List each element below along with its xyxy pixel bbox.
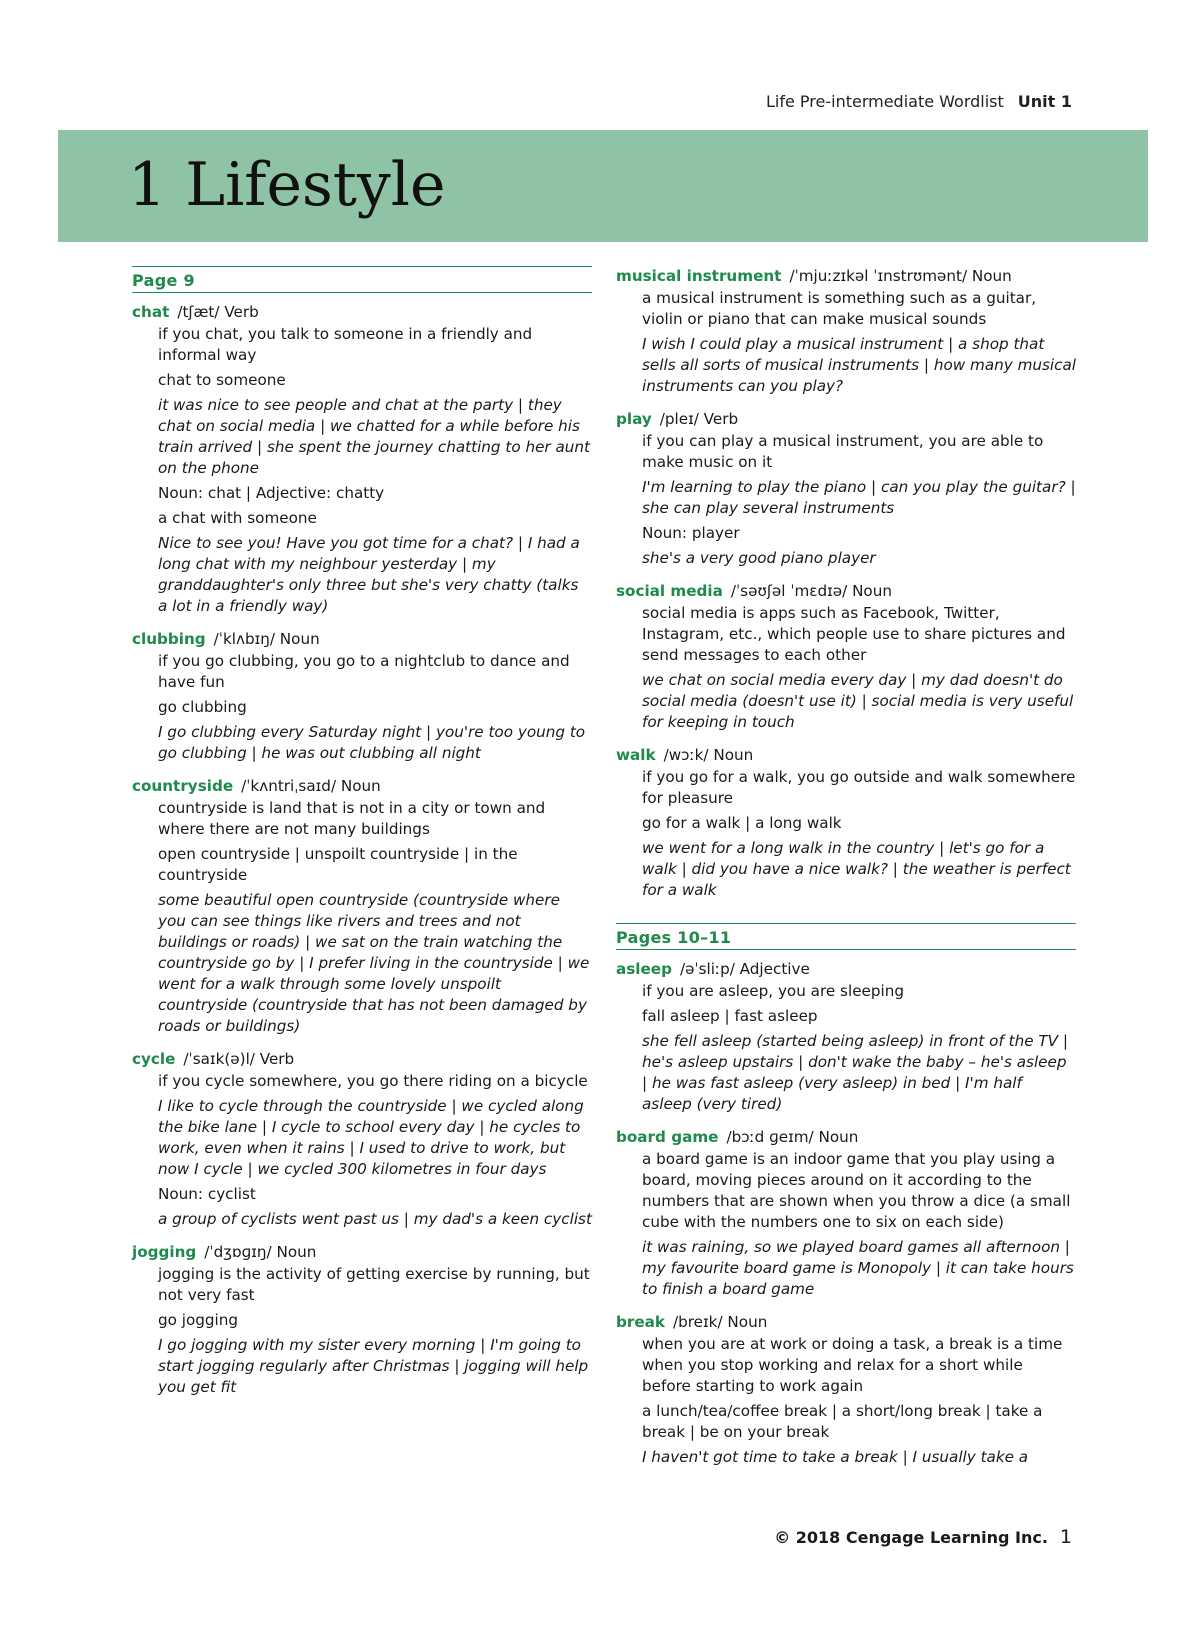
example-text: I like to cycle through the countryside | we cycled along the bike lane | I cycle to school every day | he cycles to work, even when it rains | I used to drive to work, but now I cycle | we cycled 300 kilometres in four days bbox=[158, 1097, 584, 1178]
definition-text: jogging is the activity of getting exercise by running, but not very fast bbox=[158, 1265, 590, 1304]
definition-text: if you chat, you talk to someone in a friendly and informal way bbox=[158, 325, 533, 364]
definition-text: when you are at work or doing a task, a break is a time when you stop working and relax for a short while before starting to work again bbox=[642, 1335, 1063, 1395]
entry-head bbox=[132, 1049, 592, 1070]
page-title: 1 Lifestyle bbox=[128, 150, 446, 220]
example-text: I haven't got time to take a break | I usually take a bbox=[642, 1448, 1029, 1466]
headword: clubbing bbox=[132, 630, 206, 648]
left-column bbox=[132, 266, 592, 1410]
section-heading-pages-10-11: Pages 10–11 bbox=[616, 923, 1076, 950]
definition-text: social media is apps such as Facebook, Twitter, Instagram, etc., which people use to share pictures and send messages to each other bbox=[642, 604, 1066, 664]
pronunciation: /ˈsəʊʃəl ˈmɛdɪə/ Noun bbox=[730, 582, 892, 600]
entry-play bbox=[616, 409, 1076, 569]
headword: social media bbox=[616, 582, 723, 600]
entry-social-media bbox=[616, 581, 1076, 733]
example-text: it was raining, so we played board games all afternoon | my favourite board game is Monopoly | it can take hours to finish a board game bbox=[642, 1238, 1074, 1298]
unit-label: Unit 1 bbox=[1017, 92, 1072, 111]
headword: board game bbox=[616, 1128, 719, 1146]
entry-head bbox=[132, 776, 592, 797]
example-text: I wish I could play a musical instrument | a shop that sells all sorts of musical instruments | how many musical instruments can you play? bbox=[642, 335, 1077, 395]
page-footer bbox=[774, 1526, 1072, 1548]
left-entries bbox=[132, 302, 592, 1398]
right-column bbox=[616, 266, 1076, 1480]
definition-text: a musical instrument is something such as a guitar, violin or piano that can make musical sounds bbox=[642, 289, 1037, 328]
entry-head bbox=[616, 745, 1076, 766]
entry-head bbox=[616, 1312, 1076, 1333]
entry-chat bbox=[132, 302, 592, 617]
headword: asleep bbox=[616, 960, 672, 978]
definition-text: Noun: player bbox=[642, 524, 740, 542]
entry-clubbing bbox=[132, 629, 592, 764]
section-heading-page-9: Page 9 bbox=[132, 266, 592, 293]
example-text: she fell asleep (started being asleep) in front of the TV | he's asleep upstairs | don't wake the baby – he's asleep | he was fast asleep (very asleep) in bed | I'm half asleep (very tired) bbox=[642, 1032, 1068, 1113]
entry-head bbox=[132, 1242, 592, 1263]
page-number: 1 bbox=[1059, 1526, 1072, 1548]
pronunciation: /ˈklʌbɪŋ/ Noun bbox=[213, 630, 320, 648]
example-text: Nice to see you! Have you got time for a chat? | I had a long chat with my neighbour yesterday | my granddaughter's only three but she's very chatty (talks a lot in a friendly way) bbox=[158, 534, 580, 615]
entry-jogging bbox=[132, 1242, 592, 1398]
pronunciation: /ˈsaɪk(ə)l/ Verb bbox=[183, 1050, 295, 1068]
definition-text: if you can play a musical instrument, you are able to make music on it bbox=[642, 432, 1044, 471]
headword: break bbox=[616, 1313, 666, 1331]
example-text: a group of cyclists went past us | my dad's a keen cyclist bbox=[158, 1210, 592, 1228]
definition-text: Noun: chat | Adjective: chatty bbox=[158, 484, 385, 502]
entry-head bbox=[132, 629, 592, 650]
entry-head bbox=[616, 409, 1076, 430]
title-banner bbox=[58, 130, 1148, 242]
example-text: I'm learning to play the piano | can you play the guitar? | she can play several instruments bbox=[642, 478, 1076, 517]
definition-text: go jogging bbox=[158, 1311, 239, 1329]
definition-text: a lunch/tea/coffee break | a short/long break | take a break | be on your break bbox=[642, 1402, 1043, 1441]
definition-text: if you cycle somewhere, you go there riding on a bicycle bbox=[158, 1072, 588, 1090]
definition-text: fall asleep | fast asleep bbox=[642, 1007, 818, 1025]
right-entries-a bbox=[616, 266, 1076, 901]
definition-text: open countryside | unspoilt countryside | in the countryside bbox=[158, 845, 518, 884]
right-entries-b bbox=[616, 959, 1076, 1468]
headword: musical instrument bbox=[616, 267, 782, 285]
definition-text: if you go clubbing, you go to a nightclub to dance and have fun bbox=[158, 652, 570, 691]
example-text: I go jogging with my sister every morning | I'm going to start jogging regularly after Christmas | jogging will help you get fit bbox=[158, 1336, 589, 1396]
copyright: © 2018 Cengage Learning Inc. bbox=[774, 1528, 1048, 1547]
headword: walk bbox=[616, 746, 656, 764]
definition-text: a chat with someone bbox=[158, 509, 317, 527]
pronunciation: /breɪk/ Noun bbox=[673, 1313, 768, 1331]
example-text: it was nice to see people and chat at the party | they chat on social media | we chatted for a while before his train arrived | she spent the journey chatting to her aunt on the phone bbox=[158, 396, 591, 477]
pronunciation: /tʃæt/ Verb bbox=[177, 303, 259, 321]
entry-head bbox=[132, 302, 592, 323]
entry-head bbox=[616, 959, 1076, 980]
headword: play bbox=[616, 410, 652, 428]
headword: countryside bbox=[132, 777, 234, 795]
entry-asleep bbox=[616, 959, 1076, 1115]
pronunciation: /ˈdʒɒɡɪŋ/ Noun bbox=[204, 1243, 317, 1261]
headword: jogging bbox=[132, 1243, 197, 1261]
pronunciation: /pleɪ/ Verb bbox=[659, 410, 739, 428]
entry-board-game bbox=[616, 1127, 1076, 1300]
book-title: Life Pre-intermediate Wordlist bbox=[765, 92, 1004, 111]
entry-head bbox=[616, 1127, 1076, 1148]
example-text: I go clubbing every Saturday night | you're too young to go clubbing | he was out clubbing all night bbox=[158, 723, 586, 762]
example-text: we chat on social media every day | my dad doesn't do social media (doesn't use it) | social media is very useful for keeping in touch bbox=[642, 671, 1074, 731]
example-text: some beautiful open countryside (countryside where you can see things like rivers and trees and not buildings or roads) | we sat on the train watching the countryside go by | I prefer living in the countryside | we went for a walk through some lovely unspoilt countryside (countryside that has not been damaged by roads or buildings) bbox=[158, 891, 590, 1035]
example-text: she's a very good piano player bbox=[642, 549, 876, 567]
headword: cycle bbox=[132, 1050, 176, 1068]
entry-musical-instrument bbox=[616, 266, 1076, 397]
entry-head bbox=[616, 581, 1076, 602]
definition-text: Noun: cyclist bbox=[158, 1185, 256, 1203]
entry-break bbox=[616, 1312, 1076, 1468]
pronunciation: /əˈsliːp/ Adjective bbox=[679, 960, 810, 978]
entry-cycle bbox=[132, 1049, 592, 1230]
definition-text: go clubbing bbox=[158, 698, 247, 716]
definition-text: countryside is land that is not in a city or town and where there are not many buildings bbox=[158, 799, 546, 838]
definition-text: chat to someone bbox=[158, 371, 286, 389]
definition-text: go for a walk | a long walk bbox=[642, 814, 842, 832]
pronunciation: /ˈkʌntriˌsaɪd/ Noun bbox=[241, 777, 381, 795]
definition-text: if you go for a walk, you go outside and walk somewhere for pleasure bbox=[642, 768, 1076, 807]
example-text: we went for a long walk in the country | let's go for a walk | did you have a nice walk? | the weather is perfect for a walk bbox=[642, 839, 1071, 899]
entry-walk bbox=[616, 745, 1076, 901]
headword: chat bbox=[132, 303, 170, 321]
entry-countryside bbox=[132, 776, 592, 1037]
pronunciation: /bɔːd ɡeɪm/ Noun bbox=[726, 1128, 859, 1146]
pronunciation: /ˈmjuːzɪkəl ˈɪnstrʊmənt/ Noun bbox=[789, 267, 1012, 285]
definition-text: a board game is an indoor game that you play using a board, moving pieces around on it according to the numbers that are shown when you throw a dice (a small cube with the numbers one to six on each side) bbox=[642, 1150, 1071, 1231]
definition-text: if you are asleep, you are sleeping bbox=[642, 982, 905, 1000]
pronunciation: /wɔːk/ Noun bbox=[663, 746, 754, 764]
entry-head bbox=[616, 266, 1076, 287]
running-header bbox=[766, 92, 1072, 111]
